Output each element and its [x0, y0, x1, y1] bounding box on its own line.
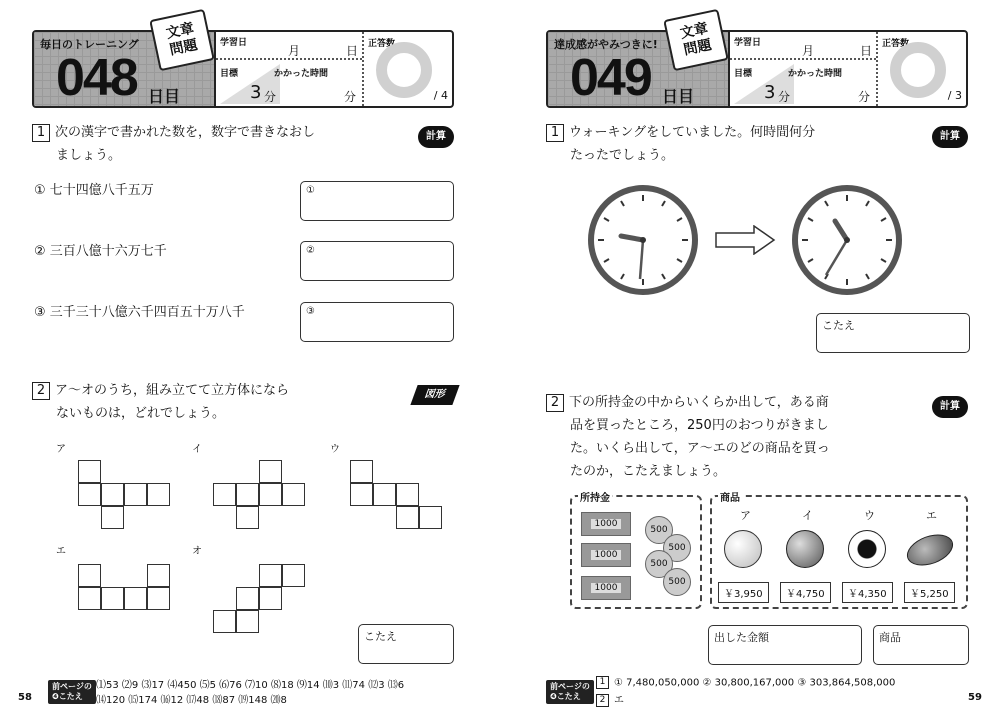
price-tag: ￥4,750: [780, 582, 831, 603]
prev-page-answer-label: 前ページの ❹こたえ: [48, 680, 96, 704]
net-label-a: ア: [56, 444, 66, 455]
question-number: 2: [546, 394, 564, 412]
goods-label: 商品: [718, 489, 742, 504]
coin-500: 500: [663, 568, 691, 596]
question-1: [546, 121, 866, 167]
question-text: ないものは，どれでしょう。: [56, 406, 226, 421]
clock-end: [792, 185, 902, 295]
clock-start: [588, 185, 698, 295]
question-text: 次の漢字で書かれた数を，数字で書きなおし: [55, 125, 316, 140]
figure-badge: 図形: [410, 385, 459, 405]
basketball-icon: [786, 530, 824, 568]
month-label: 月: [288, 44, 301, 58]
time-minute: 分: [858, 90, 871, 104]
net-label-e: エ: [56, 546, 66, 557]
day-label: 達成感がやみつきに!: [554, 38, 658, 51]
day-label-text: 日: [346, 44, 359, 58]
prev-page-answer-label: 前ページの ❹こたえ: [546, 680, 594, 704]
question-type-tag: 文章 問題: [663, 9, 729, 72]
study-date-label: 学習日: [734, 38, 762, 48]
question-number: 1: [32, 124, 50, 142]
net-label-u: ウ: [330, 444, 340, 455]
goal-value: 3: [250, 82, 262, 103]
kanji-number-2: ② 三百八億十六万七千: [34, 244, 167, 259]
answer-box[interactable]: こたえ: [358, 624, 454, 664]
goods-label-e: エ: [926, 509, 937, 522]
volleyball-icon: [724, 530, 762, 568]
month-label: 月: [802, 44, 815, 58]
question-type-tag: 文章 問題: [149, 9, 215, 72]
bill-1000: 1000: [581, 576, 631, 600]
soccer-ball-icon: [848, 530, 886, 568]
study-info: [216, 32, 364, 106]
day-number: 048: [56, 49, 137, 107]
answer-number: 2: [596, 694, 609, 707]
score-box: [878, 32, 966, 106]
money-label: 所持金: [578, 489, 612, 504]
score-ring: [890, 42, 946, 98]
prev-answers-line-2: 2 エ: [596, 691, 624, 715]
question-text: たのか，こたえましょう。: [570, 464, 727, 479]
question-text: ウォーキングをしていました。何時間何分: [569, 125, 816, 140]
arrow-icon: [714, 225, 778, 255]
goal-label: 目標: [220, 69, 239, 79]
day-unit: 日目: [148, 87, 181, 106]
answer-box-1[interactable]: ①: [300, 181, 454, 221]
question-text: 下の所持金の中からいくらか出して，ある商: [569, 395, 829, 410]
calc-badge: 計算: [932, 126, 968, 148]
day-unit: 日目: [662, 87, 695, 106]
question-1: [32, 121, 352, 167]
goal-label: 目標: [734, 69, 753, 79]
calc-badge: 計算: [418, 126, 454, 148]
goal-minute: 分: [778, 90, 791, 104]
goods-label-i: イ: [802, 509, 813, 522]
question-number: 2: [32, 382, 50, 400]
answer-box-2[interactable]: ②: [300, 241, 454, 281]
price-tag: ￥5,250: [904, 582, 955, 603]
page-59: [500, 0, 1000, 723]
study-info: [730, 32, 878, 106]
question-text: ア～オのうち，組み立てて立方体になら: [55, 383, 290, 398]
time-minute: 分: [344, 90, 357, 104]
goods-answer-box[interactable]: 商品: [873, 625, 969, 665]
goal-value: 3: [764, 82, 776, 103]
page-number: 58: [18, 692, 32, 703]
coin-500: 500: [645, 550, 673, 578]
answer-box[interactable]: こたえ: [816, 313, 970, 353]
time-taken-label: かかった時間: [788, 69, 843, 79]
correct-label: 正答数: [368, 39, 396, 49]
score-ring: [376, 42, 432, 98]
price-tag: ￥3,950: [718, 582, 769, 603]
kanji-number-3: ③ 三千三十八億六千四百五十万八千: [34, 305, 245, 320]
bill-1000: 1000: [581, 543, 631, 567]
bill-1000: 1000: [581, 512, 631, 536]
score-total: / 3: [947, 89, 962, 102]
day-number: 049: [570, 49, 651, 107]
question-text: た。いくら出して，ア～エのどの商品を買っ: [570, 441, 830, 456]
correct-label: 正答数: [882, 39, 910, 49]
question-2: [546, 391, 876, 483]
coin-500: 500: [663, 534, 691, 562]
question-text: ましょう。: [56, 148, 122, 163]
question-text: 品を買ったところ，250円のおつりがきまし: [570, 418, 829, 433]
question-text: たったでしょう。: [570, 148, 675, 163]
kanji-number-1: ① 七十四億八千五万: [34, 183, 154, 198]
page-number: 59: [968, 692, 982, 703]
answer-number: 1: [596, 676, 609, 689]
coin-500: 500: [645, 516, 673, 544]
day-label: 毎日のトレーニング: [40, 38, 139, 51]
day-label-text: 日: [860, 44, 873, 58]
score-total: / 4: [433, 89, 448, 102]
prev-answers-line-2: ⒁120 ⒂174 ⒃12 ⒄48 ⒅87 ⒆148 ⒇8: [96, 695, 287, 706]
prev-answers-line-1: ⑴53 ⑵9 ⑶17 ⑷450 ⑸5 ⑹76 ⑺10 ⑻18 ⑼14 ⑽3 ⑾74 ⑿3 ⒀6: [96, 680, 405, 691]
amount-answer-box[interactable]: 出した金額: [708, 625, 862, 665]
prev-answers-line-1: 1 ① 7,480,050,000 ② 30,800,167,000 ③ 303,864,508,000: [596, 676, 895, 715]
answer-box-3[interactable]: ③: [300, 302, 454, 342]
question-2: [32, 379, 352, 425]
header: [32, 30, 454, 108]
net-label-i: イ: [192, 444, 202, 455]
net-label-o: オ: [192, 546, 202, 557]
header: [546, 30, 968, 108]
study-date-label: 学習日: [220, 38, 248, 48]
goods-label-a: ア: [740, 509, 751, 522]
question-number: 1: [546, 124, 564, 142]
price-tag: ￥4,350: [842, 582, 893, 603]
score-box: [364, 32, 452, 106]
time-taken-label: かかった時間: [274, 69, 329, 79]
goods-label-u: ウ: [864, 509, 875, 522]
calc-badge: 計算: [932, 396, 968, 418]
goal-minute: 分: [264, 90, 277, 104]
